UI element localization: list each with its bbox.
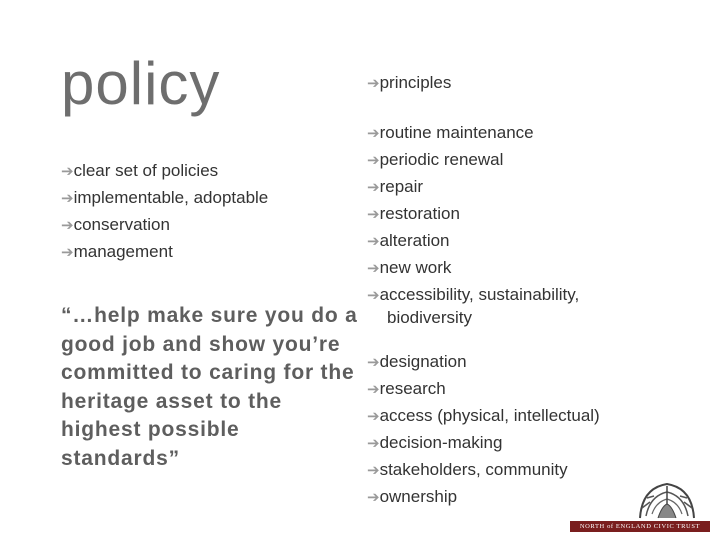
list-item: ➔routine maintenance (367, 123, 534, 142)
right-bullet-list-principles (367, 70, 697, 97)
arrow-right-icon: ➔ (61, 190, 74, 207)
arrow-right-icon: ➔ (367, 287, 380, 304)
list-item: ➔ownership (367, 487, 458, 506)
list-item: ➔periodic renewal (367, 150, 504, 169)
arrow-right-icon: ➔ (367, 462, 380, 479)
right-bullet-list-works (367, 120, 667, 329)
list-item: ➔conservation (61, 215, 170, 234)
list-item: ➔access (physical, intellectual) (367, 406, 600, 425)
slide-title: policy (61, 50, 221, 117)
quote-text: “…help make sure you do a good job and show you’re committed to caring for the heritage asset to the highest possible standards” (61, 304, 358, 470)
list-item: ➔new work (367, 258, 452, 277)
list-item: ➔research (367, 379, 446, 398)
arrow-right-icon: ➔ (367, 233, 380, 250)
list-item: ➔restoration (367, 204, 460, 223)
logo-text: NORTH of ENGLAND CIVIC TRUST (570, 521, 710, 532)
list-item: ➔management (61, 242, 173, 261)
arrow-right-icon: ➔ (367, 489, 380, 506)
list-item: ➔designation (367, 352, 467, 371)
arrow-right-icon: ➔ (367, 260, 380, 277)
arrow-right-icon: ➔ (61, 163, 74, 180)
arrow-right-icon: ➔ (367, 152, 380, 169)
list-item-continuation: biodiversity (387, 308, 473, 327)
list-item: ➔principles (367, 73, 452, 92)
arrow-right-icon: ➔ (367, 381, 380, 398)
list-item: ➔clear set of policies (61, 161, 219, 180)
arrow-right-icon: ➔ (61, 217, 74, 234)
arrow-right-icon: ➔ (367, 125, 380, 142)
list-item: ➔implementable, adoptable (61, 188, 269, 207)
arrow-right-icon: ➔ (367, 435, 380, 452)
arrow-right-icon: ➔ (367, 75, 380, 92)
crest-icon (632, 478, 702, 522)
civic-trust-logo (570, 478, 710, 534)
arrow-right-icon: ➔ (367, 354, 380, 371)
list-item: ➔repair (367, 177, 424, 196)
list-item: ➔stakeholders, community (367, 460, 568, 479)
arrow-right-icon: ➔ (367, 408, 380, 425)
list-item: ➔alteration (367, 231, 450, 250)
list-item: ➔decision-making (367, 433, 503, 452)
arrow-right-icon: ➔ (61, 244, 74, 261)
arrow-right-icon: ➔ (367, 206, 380, 223)
left-bullet-list (61, 158, 331, 266)
list-item: ➔accessibility, sustainability, biodiversity (367, 282, 667, 329)
arrow-right-icon: ➔ (367, 179, 380, 196)
